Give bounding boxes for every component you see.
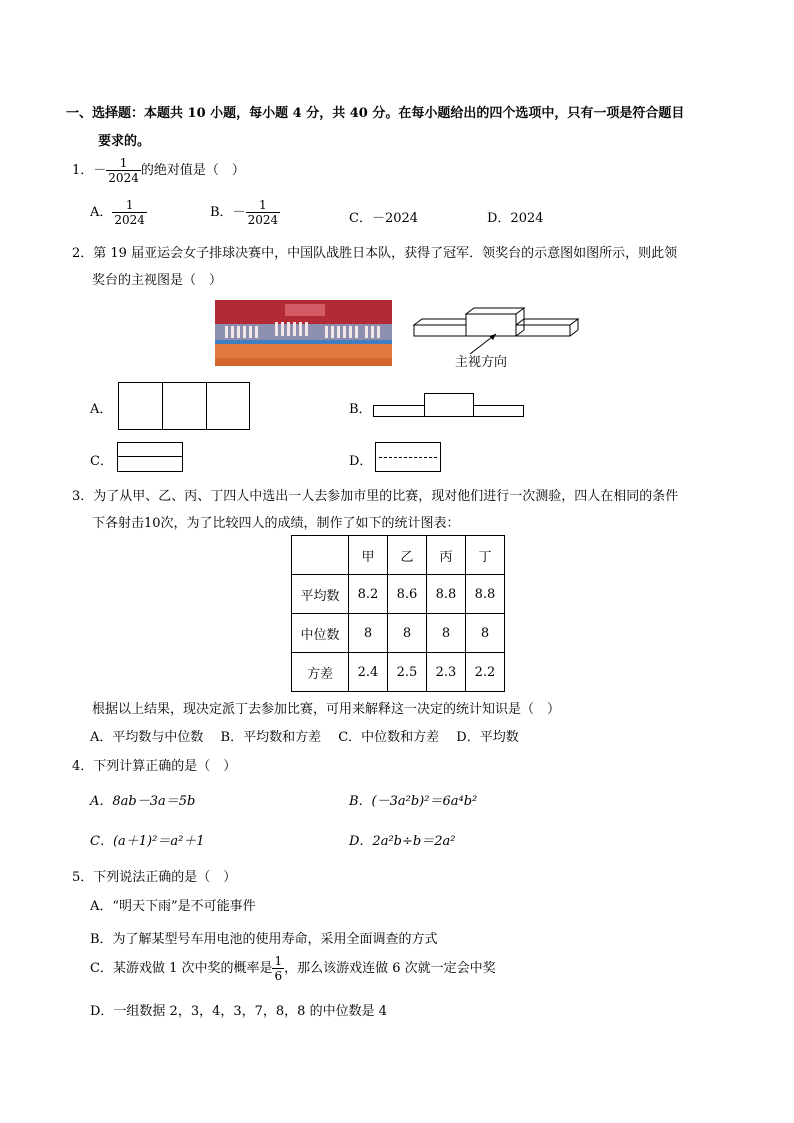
dashed-divider <box>379 457 437 458</box>
table-header-row <box>292 536 505 575</box>
q2-option-b-label: B． <box>349 402 372 417</box>
q2-stem-line2: 奖台的主视图是（ ） <box>92 273 223 288</box>
q1-a-num: 1 <box>112 198 147 213</box>
table-cell: 8 <box>388 614 427 653</box>
row-label: 中位数 <box>292 614 349 653</box>
stats-table <box>291 535 505 692</box>
q2-option-a-label: A． <box>90 402 113 417</box>
section-heading-cont: 要求的。 <box>98 134 151 149</box>
q1-fraction <box>106 156 141 185</box>
table-cell: 8 <box>349 614 388 653</box>
table-cell: 2.5 <box>388 653 427 692</box>
q1-neg: － <box>93 163 107 178</box>
q2-option-d-label: D． <box>349 454 373 469</box>
q4-stem: 4．下列计算正确的是（ ） <box>72 759 237 774</box>
q4-option-a: A．8ab－3a＝5b <box>90 794 196 809</box>
q1-a-den: 2024 <box>114 213 145 227</box>
q5-option-c <box>90 954 496 983</box>
q4-option-b: B．(－3a²b)²＝6a⁴b² <box>349 794 478 809</box>
table-cell: 2.2 <box>466 653 505 692</box>
table-cell: 2.4 <box>349 653 388 692</box>
table-cell: 8 <box>466 614 505 653</box>
table-cell: 2.3 <box>427 653 466 692</box>
q3-stem-line2: 下各射击10次，为了比较四人的成绩，制作了如下的统计图表： <box>92 516 460 531</box>
q1-stem: 的绝对值是（ ） <box>140 163 245 178</box>
q1-frac-den: 2024 <box>108 171 139 185</box>
q1-option-a <box>90 198 147 227</box>
section-heading: 一、选择题：本题共 10 小题，每小题 4 分，共 40 分。在每小题给出的四个选项中，只有一项是符合题目 <box>66 106 685 121</box>
q5-option-a: A．“明天下雨”是不可能事件 <box>90 899 256 914</box>
q5-c-after: ，那么该游戏连做 6 次就一定会中奖 <box>284 961 496 976</box>
row-label: 平均数 <box>292 575 349 614</box>
table-cell: 8.8 <box>466 575 505 614</box>
q1-option-c: C．－2024 <box>349 211 419 226</box>
q3-options: A．平均数与中位数 B．平均数和方差 C．中位数和方差 D．平均数 <box>90 730 519 745</box>
table-row <box>292 614 505 653</box>
table-header-cell: 丙 <box>427 536 466 575</box>
table-row <box>292 575 505 614</box>
table-header-cell: 乙 <box>388 536 427 575</box>
q1-number: 1． <box>72 163 94 178</box>
q1-option-b <box>210 198 280 227</box>
q5-c-den: 6 <box>274 969 283 983</box>
q1-option-d: D．2024 <box>487 211 544 226</box>
table-header-cell: 丁 <box>466 536 505 575</box>
table-cell: 8 <box>427 614 466 653</box>
podium-photo-image <box>215 300 392 366</box>
divider <box>118 456 182 457</box>
q1-b-fraction <box>246 198 281 227</box>
q2-option-b-figure <box>373 393 525 418</box>
q1-b-neg: － <box>232 205 246 220</box>
podium-photo <box>215 300 392 366</box>
table-cell: 8.8 <box>427 575 466 614</box>
q5-c-num: 1 <box>274 954 283 968</box>
q3-stem-line1: 3．为了从甲、乙、丙、丁四人中选出一人去参加市里的比赛，现对他们进行一次测验，四人在相同的条件 <box>72 489 679 504</box>
table-header-cell: 甲 <box>349 536 388 575</box>
divider <box>206 383 207 429</box>
q2-option-c-label: C． <box>90 454 113 469</box>
q2-option-a-figure <box>118 382 250 430</box>
direction-label: 主视方向 <box>455 355 508 370</box>
q5-c-before: C．某游戏做 1 次中奖的概率是 <box>90 961 273 976</box>
q5-stem: 5．下列说法正确的是（ ） <box>72 870 237 885</box>
table-row <box>292 653 505 692</box>
q4-option-c: C．(a＋1)²＝a²＋1 <box>90 834 205 849</box>
divider <box>162 383 163 429</box>
q1-b-den: 2024 <box>247 213 279 227</box>
q5-c-fraction <box>272 954 284 983</box>
q3-after-text: 根据以上结果，现决定派丁去参加比赛，可用来解释这一决定的统计知识是（ ） <box>92 702 561 717</box>
table-cell: 8.2 <box>349 575 388 614</box>
q2-option-d-figure <box>375 442 441 472</box>
q5-option-b: B．为了解某型号车用电池的使用寿命，采用全面调查的方式 <box>90 932 438 947</box>
table-header-cell <box>292 536 349 575</box>
q1-b-num: 1 <box>246 198 281 213</box>
q4-option-d: D．2a²b÷b＝2a² <box>349 834 456 849</box>
q1-b-label: B． <box>210 205 233 220</box>
table-cell: 8.6 <box>388 575 427 614</box>
question-1 <box>72 156 245 185</box>
q1-a-label: A． <box>90 205 113 220</box>
q2-stem-line1: 2．第 19 届亚运会女子排球决赛中，中国队战胜日本队，获得了冠军．领奖台的示意图如图所示，则此领 <box>72 246 678 261</box>
q5-option-d: D．一组数据 2，3，4，3，7，8，8 的中位数是 4 <box>90 1004 387 1019</box>
row-label: 方差 <box>292 653 349 692</box>
q1-frac-num: 1 <box>106 156 141 171</box>
q1-a-fraction <box>112 198 147 227</box>
q2-option-c-figure <box>117 442 183 472</box>
